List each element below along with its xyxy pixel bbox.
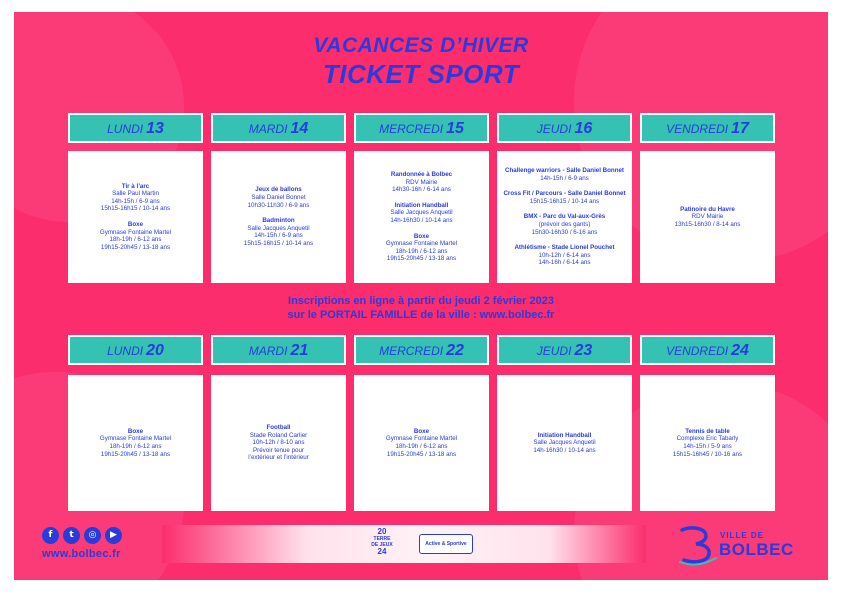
activity-block	[100, 428, 171, 458]
facebook-icon[interactable]: f	[42, 527, 59, 544]
activity-detail: 14h-15h / 6-9 ans	[111, 197, 160, 205]
activity-block	[248, 186, 310, 209]
activity-detail: 18h-19h / 6-12 ans	[109, 443, 162, 450]
day-header-lundi-13	[68, 113, 203, 143]
day-name: MERCREDI	[379, 344, 444, 358]
activity-title: Athlétisme - Stade Lionel Pouchet	[514, 244, 615, 252]
activity-block	[390, 202, 452, 225]
day-number: 17	[731, 120, 749, 137]
terre-de-jeux-logo	[370, 528, 394, 556]
day-header-lundi-20	[68, 335, 203, 365]
activity-detail: RDV Mairie	[691, 213, 724, 221]
activity-title: Boxe	[413, 232, 430, 240]
day-name: VENDREDI	[666, 344, 729, 358]
activity-detail: Gymnase Fontaine Martel	[385, 240, 458, 248]
activity-block	[514, 244, 614, 267]
inscriptions-line-2: sur le PORTAIL FAMILLE de la ville : www.bolbec.fr	[287, 309, 555, 321]
twitter-icon[interactable]: t	[63, 527, 80, 544]
day-name: MERCREDI	[379, 122, 444, 136]
activity-detail: 18h-19h / 6-12 ans	[109, 236, 162, 244]
day-name: LUNDI	[107, 122, 144, 136]
activity-title: Badminton	[262, 217, 295, 225]
day-number: 16	[574, 120, 593, 137]
day-number: 22	[446, 342, 464, 359]
activity-detail: Gymnase Fontaine Martel	[385, 435, 458, 443]
day-number: 24	[731, 342, 749, 359]
activity-detail: 19h15-20h45 / 13-18 ans	[100, 450, 171, 458]
day-number: 23	[574, 342, 593, 359]
logo24-line: TERRE	[373, 536, 391, 542]
activity-block	[244, 217, 313, 247]
day-activities	[497, 375, 632, 511]
bolbec-logo	[676, 522, 804, 566]
activity-title: Randonnée à Bolbec	[390, 171, 453, 179]
activity-detail: Prévoir tenue pour	[253, 446, 304, 454]
logo24-line: 24	[377, 547, 387, 556]
day-activities	[640, 151, 775, 283]
activity-detail: 14h-15h / 5-9 ans	[683, 443, 732, 450]
day-header-vendredi-24	[640, 335, 775, 365]
activity-detail: 14h-16h30 / 10-14 ans	[533, 446, 596, 454]
activity-block	[101, 183, 170, 213]
activity-detail: 14h-15h / 6-9 ans	[540, 174, 589, 182]
activity-block	[391, 171, 452, 194]
activity-block	[505, 167, 624, 182]
day-number: 15	[446, 120, 464, 137]
youtube-icon[interactable]: ▶	[105, 527, 122, 544]
activity-detail: 19h15-20h45 / 13-18 ans	[386, 255, 457, 263]
activity-detail: RDV Mairie	[405, 178, 438, 186]
activity-title: Initiation Handball	[537, 431, 592, 439]
day-activities	[497, 151, 632, 283]
day-number: 21	[290, 342, 309, 359]
activity-detail: Stade Roland Carlier	[249, 431, 308, 439]
website-link[interactable]: www.bolbec.fr	[42, 548, 121, 560]
activity-detail: 15h15-16h15 / 10-14 ans	[529, 197, 600, 205]
activity-detail: Salle Jacques Anquetil	[247, 224, 310, 232]
activity-block	[524, 213, 606, 236]
activity-block	[386, 233, 457, 263]
day-header-mardi-14	[211, 113, 346, 143]
day-name: MARDI	[248, 122, 288, 136]
day-name: JEUDI	[536, 122, 572, 136]
activity-detail: 18h-19h / 6-12 ans	[395, 247, 448, 255]
activity-detail: l’extérieur et l’intérieur	[248, 454, 309, 462]
day-header-mercredi-15	[354, 113, 489, 143]
activity-detail: 15h30-16h30 / 6-16 ans	[531, 228, 598, 236]
activity-block	[503, 190, 625, 205]
logo24-line: DE JEUX	[371, 542, 393, 548]
activity-detail: 10h30-11h30 / 6-9 ans	[247, 201, 310, 209]
activity-block	[100, 221, 171, 251]
title-line-1: VACANCES D’HIVER	[313, 34, 529, 57]
activity-detail: 14h30-16h / 6-14 ans	[392, 186, 451, 194]
activity-title: Tennis de table	[685, 427, 730, 435]
activity-title: Boxe	[413, 427, 430, 435]
bolbec-b-icon	[676, 522, 720, 566]
activity-detail: 14h-15h / 6-9 ans	[254, 232, 303, 240]
partner-strip	[162, 525, 646, 563]
day-activities	[354, 375, 489, 511]
activity-detail: Salle Jacques Anquetil	[533, 439, 596, 447]
activity-detail: 15h15-16h45 / 10-16 ans	[672, 450, 743, 458]
logo24-line: 20	[377, 527, 387, 536]
activity-title: Football	[266, 424, 291, 432]
activity-title: Cross Fit / Parcours - Salle Daniel Bonnet	[503, 190, 626, 198]
day-name: LUNDI	[107, 344, 144, 358]
activity-detail: Gymnase Fontaine Martel	[99, 228, 172, 236]
activity-detail: 18h-19h / 6-12 ans	[395, 443, 448, 450]
activity-block	[533, 432, 595, 455]
activity-detail: 19h15-20h45 / 13-18 ans	[100, 243, 171, 251]
poster	[14, 12, 828, 580]
activity-title: Boxe	[127, 427, 144, 435]
activity-detail: Salle Paul Martin	[112, 190, 159, 198]
day-activities	[211, 375, 346, 511]
activity-detail: 15h15-16h15 / 10-14 ans	[100, 205, 171, 213]
activity-detail: Complexe Eric Tabarly	[676, 435, 739, 443]
day-activities	[211, 151, 346, 283]
day-header-mardi-21	[211, 335, 346, 365]
day-activities	[354, 151, 489, 283]
activity-block	[386, 428, 457, 458]
day-name: MARDI	[248, 344, 288, 358]
activity-block	[248, 424, 309, 462]
bolbec-logo-small: VILLE DE	[720, 531, 765, 540]
day-number: 20	[146, 342, 164, 359]
bolbec-logo-big: BOLBEC	[719, 540, 794, 559]
activity-detail: Salle Daniel Bonnet	[251, 194, 306, 202]
social-links	[42, 527, 122, 544]
day-number: 14	[290, 120, 309, 137]
day-header-vendredi-17	[640, 113, 775, 143]
activity-title: Jeux de ballons	[255, 186, 302, 194]
activity-title: Boxe	[127, 221, 144, 228]
day-header-jeudi-16	[497, 113, 632, 143]
day-activities	[68, 151, 203, 283]
instagram-icon[interactable]: ◎	[84, 527, 101, 544]
day-header-jeudi-23	[497, 335, 632, 365]
day-activities	[68, 375, 203, 511]
day-number: 13	[146, 120, 164, 137]
activity-detail: 19h15-20h45 / 13-18 ans	[386, 450, 457, 458]
activity-title: Initiation Handball	[394, 201, 449, 209]
activity-title: Challenge warriors - Salle Daniel Bonnet	[505, 167, 624, 175]
activity-detail: 14h-16h30 / 10-14 ans	[390, 217, 453, 224]
activity-detail: 13h15-16h30 / 8-14 ans	[674, 220, 741, 228]
title-line-2: TICKET SPORT	[322, 59, 520, 89]
activity-detail: Salle Jacques Anquetil	[390, 209, 453, 217]
activity-detail: (prévoir des gants)	[538, 221, 591, 228]
activity-title: Patinoire du Havre	[680, 205, 735, 213]
day-header-mercredi-22	[354, 335, 489, 365]
day-name: VENDREDI	[666, 122, 729, 136]
activity-block	[673, 428, 742, 458]
active-sportive-badge: Active & Sportive	[419, 534, 473, 554]
activity-detail: 10h-12h / 6-14 ans	[538, 251, 591, 259]
activity-title: Tir à l’arc	[121, 182, 150, 190]
activity-detail: 15h15-16h15 / 10-14 ans	[243, 239, 314, 247]
inscriptions-line-1: Inscriptions en ligne à partir du jeudi 2 février 2023	[288, 295, 554, 307]
activity-title: BMX - Parc du Val-aux-Grès	[523, 213, 606, 221]
activity-detail: 10h-12h / 8-10 ans	[252, 439, 305, 447]
day-name: JEUDI	[536, 344, 572, 358]
activity-detail: 14h-16h / 6-14 ans	[538, 259, 591, 267]
activity-detail: Gymnase Fontaine Martel	[99, 435, 172, 443]
activity-block	[675, 206, 741, 229]
day-activities	[640, 375, 775, 511]
